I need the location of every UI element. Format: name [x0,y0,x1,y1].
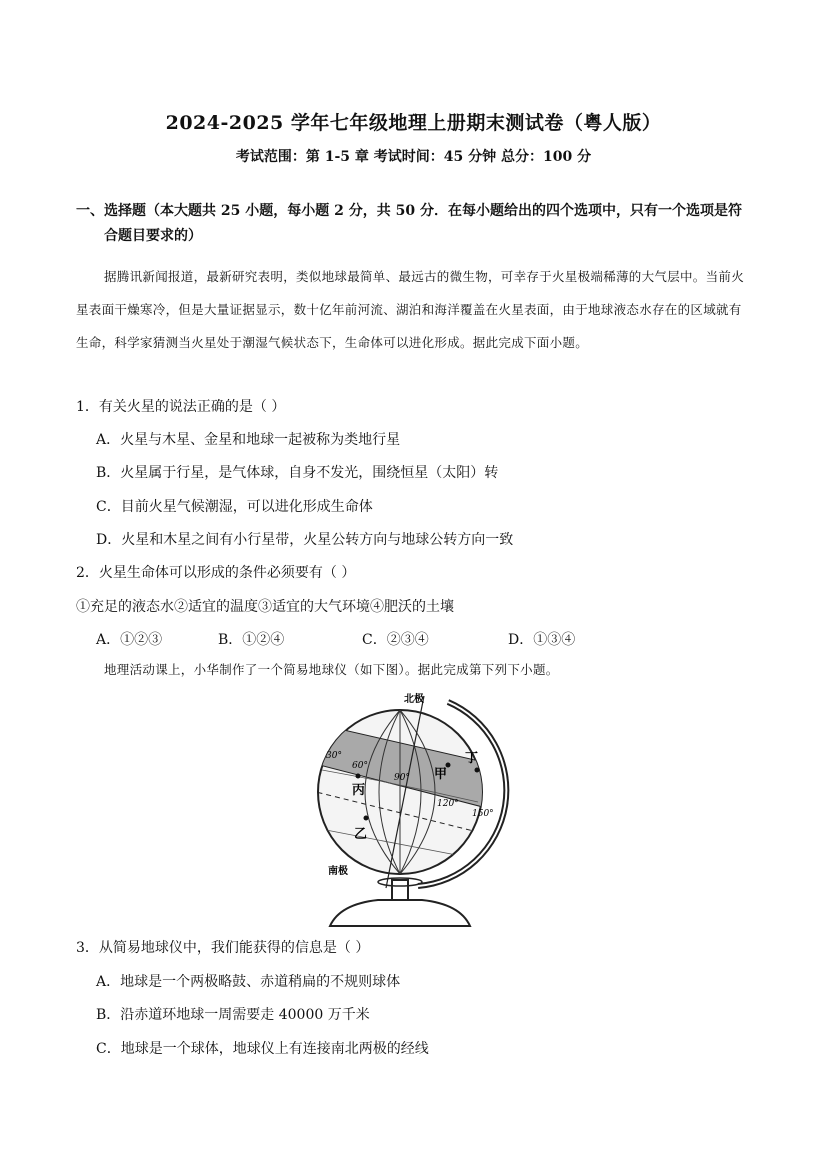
south-pole-label: 南极 [328,866,348,877]
point-jia-dot [446,763,451,768]
longitude-label-150: 150° [472,809,494,819]
question-2-option-d: D．①③④ [508,632,576,648]
question-1-stem: 1．有关火星的说法正确的是（ ） [76,399,286,415]
point-bing-label: 丙 [352,783,366,798]
question-2-conditions: ①充足的液态水②适宜的温度③适宜的大气环境④肥沃的土壤 [76,599,454,615]
section-heading-line1: 一、选择题（本大题共 25 小题，每小题 2 分，共 50 分．在每小题给出的四个选项中，只有一个选项是符 [76,203,742,219]
question-2-option-a: A．①②③ [96,632,163,648]
section-heading [76,199,766,249]
page-title: 2024-2025 学年七年级地理上册期末测试卷（粤人版） [165,112,662,134]
globe-figure [300,690,510,930]
longitude-label-30: 30° [326,751,342,761]
question-2-stem: 2．火星生命体可以形成的条件必须要有（ ） [76,565,356,581]
question-1-option-d: D．火星和木星之间有小行星带，火星公转方向与地球公转方向一致 [96,532,514,548]
longitude-label-120: 120° [437,799,459,809]
question-1-option-a: A．火星与木星、金星和地球一起被称为类地行星 [96,432,401,448]
question-2-option-b: B．①②④ [218,632,285,648]
point-ding-label: 丁 [465,751,479,766]
north-pole-label: 北极 [404,694,424,705]
exam-info: 考试范围：第 1-5 章 考试时间：45 分钟 总分：100 分 [235,149,592,165]
globe-stem [392,880,408,900]
question-3-option-b: B．沿赤道环地球一周需要走 40000 万千米 [96,1007,370,1023]
question-3-option-a: A．地球是一个两极略鼓、赤道稍扁的不规则球体 [96,974,401,990]
longitude-label-90: 90° [394,773,410,783]
point-jia-label: 甲 [434,767,448,782]
point-bing-dot [356,774,361,779]
question-1-option-c: C．目前火星气候潮湿，可以进化形成生命体 [96,499,373,515]
question-3-stem: 3．从简易地球仪中，我们能获得的信息是（ ） [76,940,370,956]
question-1-option-b: B．火星属于行星，是气体球，自身不发光，围绕恒星（太阳）转 [96,465,499,481]
point-ding-dot [475,768,480,773]
point-yi-label: 乙 [354,827,368,842]
question-3-option-c: C．地球是一个球体，地球仪上有连接南北两极的经线 [96,1041,429,1057]
globe-base [330,900,470,926]
reading-passage-globe: 地理活动课上，小华制作了一个简易地球仪（如下图）。据此完成第下列下小题。 [104,662,559,677]
question-2-option-c: C．②③④ [362,632,429,648]
section-heading-line2: 合题目要求的） [104,228,202,244]
reading-passage-mars: 据腾讯新闻报道，最新研究表明，类似地球最简单、最远古的微生物，可幸存于火星极端稀薄的大气层中。当前火星表面干燥寒冷，但是大量证据显示，数十亿年前河流、湖泊和海洋覆盖在火星表面，由于地球液态水存在的区域就有生命，科学家猜测当火星处于潮湿气候状态下，生命体可以进化形成。据此完成下面小题。 [76,269,745,350]
longitude-label-60: 60° [352,761,368,771]
point-yi-dot [364,816,369,821]
